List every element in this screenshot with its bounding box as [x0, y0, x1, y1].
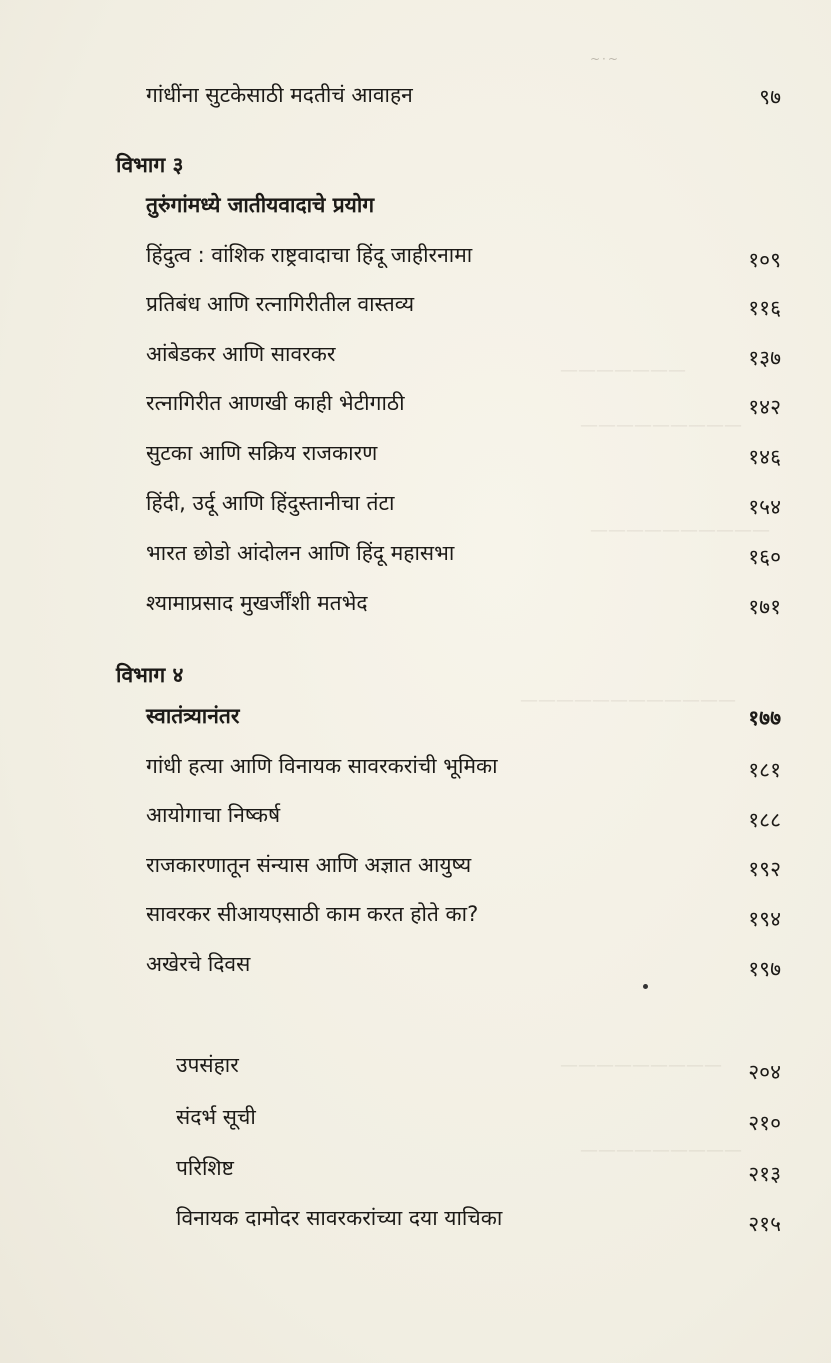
toc-entry-title: गांधी हत्या आणि विनायक सावरकरांची भूमिका: [146, 754, 498, 778]
toc-entry-title: आयोगाचा निष्कर्ष: [146, 803, 281, 827]
back-matter-page: २१३: [748, 1162, 781, 1186]
section-label: विभाग ३: [116, 153, 184, 177]
bleed-through-text: —————————: [560, 1055, 722, 1076]
toc-entry-title: हिंदुत्व : वांशिक राष्ट्रवादाचा हिंदू जाहीरनामा: [146, 243, 473, 267]
toc-entry-title: हिंदी, उर्दू आणि हिंदुस्तानीचा तंटा: [146, 491, 395, 515]
toc-entry-title: राजकारणातून संन्यास आणि अज्ञात आयुष्य: [146, 853, 472, 877]
toc-entry-title: आंबेडकर आणि सावरकर: [146, 342, 336, 366]
toc-entry-page: १७१: [748, 595, 781, 619]
section-title: स्वातंत्र्यानंतर: [146, 704, 240, 728]
back-matter-title: विनायक दामोदर सावरकरांच्या दया याचिका: [176, 1206, 503, 1230]
toc-entry-page: १०९: [748, 248, 781, 272]
bleed-through-text: ——————————: [590, 520, 770, 541]
back-matter-page: २०४: [748, 1060, 781, 1084]
back-matter-page: २१५: [748, 1212, 781, 1236]
toc-entry-page: ११६: [748, 296, 781, 320]
toc-entry-page: १४२: [748, 395, 781, 419]
toc-entry-page: ९७: [759, 85, 781, 109]
section-title: तुरुंगांमध्ये जातीयवादाचे प्रयोग: [146, 193, 375, 217]
toc-entry-page: १८८: [748, 808, 781, 832]
back-matter-title: उपसंहार: [176, 1053, 239, 1077]
toc-entry-page: १८१: [748, 758, 781, 782]
back-matter-title: परिशिष्ट: [176, 1156, 234, 1180]
toc-entry-title: सुटका आणि सक्रिय राजकारण: [146, 441, 378, 465]
toc-entry-title: भारत छोडो आंदोलन आणि हिंदू महासभा: [146, 541, 455, 565]
section-label: विभाग ४: [116, 663, 184, 687]
toc-entry-page: १६०: [748, 545, 781, 569]
section-title-page: १७७: [748, 706, 781, 730]
toc-entry-page: १४६: [748, 445, 781, 469]
toc-entry-page: १९७: [748, 957, 781, 981]
toc-entry-title: गांधींना सुटकेसाठी मदतीचं आवाहन: [146, 83, 413, 107]
bleed-through-text: —————————: [580, 1140, 742, 1161]
toc-entry-page: १९४: [748, 907, 781, 931]
toc-entry-title: रत्नागिरीत आणखी काही भेटीगाठी: [146, 391, 405, 415]
print-speck: [643, 984, 648, 989]
back-matter-page: २१०: [748, 1111, 781, 1135]
toc-entry-page: १३७: [748, 346, 781, 370]
bleed-through-text: ———————: [560, 360, 686, 381]
toc-entry-page: १५४: [748, 495, 781, 519]
toc-entry-page: १९२: [748, 857, 781, 881]
toc-entry-title: अखेरचे दिवस: [146, 952, 251, 976]
bleed-through-text: —————————: [580, 415, 742, 436]
ink-smudge: ~·~: [590, 52, 620, 66]
back-matter-title: संदर्भ सूची: [176, 1105, 256, 1129]
toc-entry-title: श्यामाप्रसाद मुखर्जींशी मतभेद: [146, 591, 368, 615]
bleed-through-text: ————————————: [520, 690, 736, 711]
toc-entry-title: सावरकर सीआयएसाठी काम करत होते का?: [146, 902, 479, 926]
toc-entry-title: प्रतिबंध आणि रत्नागिरीतील वास्तव्य: [146, 292, 415, 316]
